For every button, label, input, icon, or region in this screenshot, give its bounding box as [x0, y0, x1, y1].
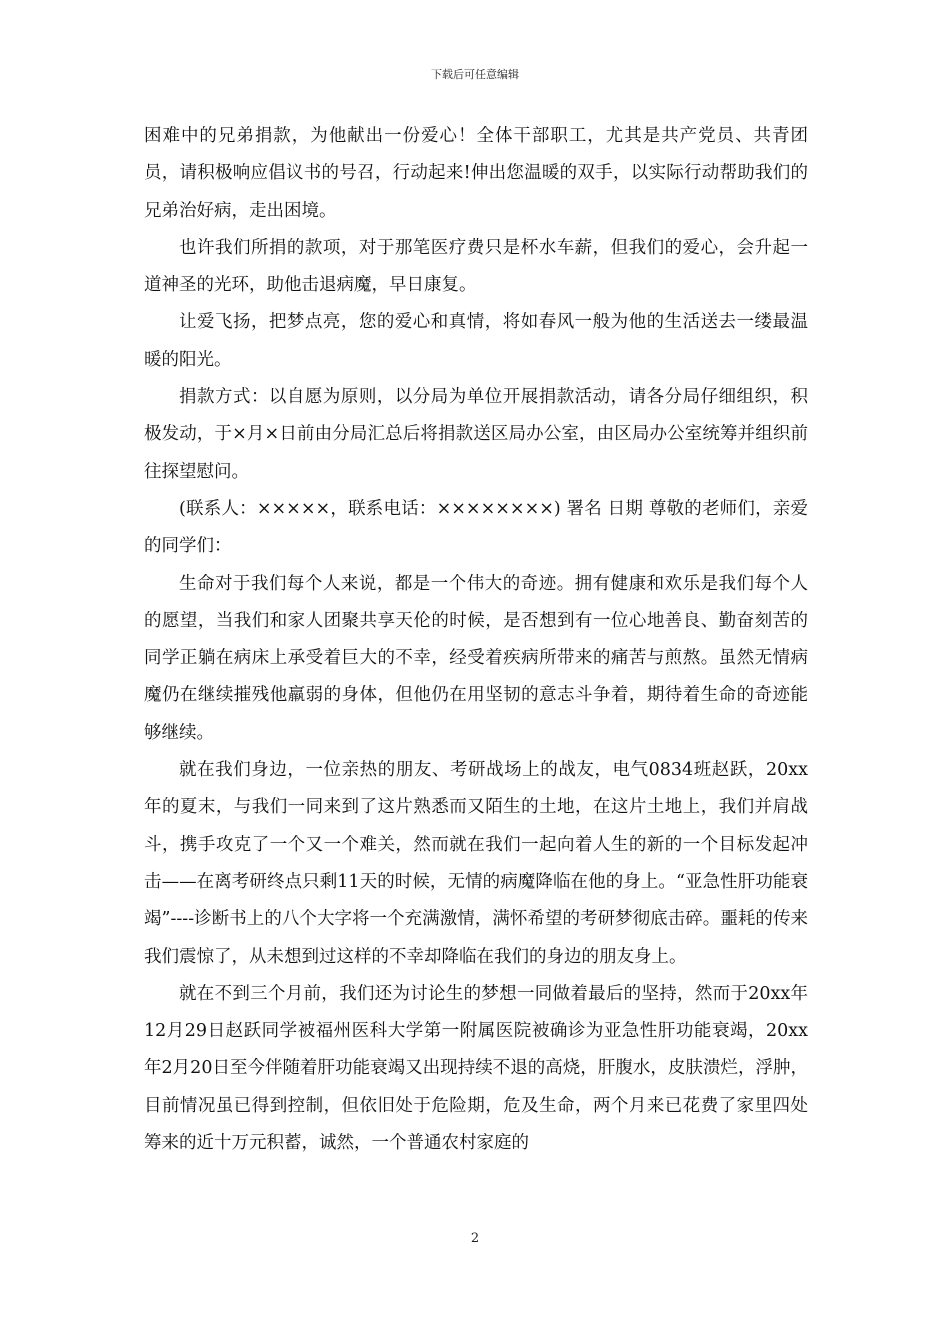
paragraph-1: 困难中的兄弟捐款，为他献出一份爱心！全体干部职工，尤其是共产党员、共青团员，请积极响应倡议书的号召，行动起来!伸出您温暖的双手，以实际行动帮助我们的兄弟治好病，走出困境。: [144, 126, 808, 221]
paragraph-2: 也许我们所捐的款项，对于那笔医疗费只是杯水车薪，但我们的爱心，会升起一道神圣的光环，助他击退病魔，早日康复。: [144, 237, 808, 296]
paragraph-7: 就在我们身边，一位亲热的朋友、考研战场上的战友，电气0834班赵跃，20xx年的夏末，与我们一同来到了这片熟悉而又陌生的土地，在这片土地上，我们并肩战斗，携手攻克了一个又一个难关，然而就在我们一起向着人生的新的一个目标发起冲击——在离考研终点只剩11天的时候，无情的病魔降临在他的身上。“亚急性肝功能衰竭”----诊断书上的八个大字将一个充满激情，满怀希望的考研梦彻底击碎。噩耗的传来我们震惊了，从未想到过这样的不幸却降临在我们的身边的朋友身上。: [144, 760, 808, 967]
paragraph-6: 生命对于我们每个人来说，都是一个伟大的奇迹。拥有健康和欢乐是我们每个人的愿望，当我们和家人团聚共享天伦的时候，是否想到有一位心地善良、勤奋刻苦的同学正躺在病床上承受着巨大的不幸，经受着疾病所带来的痛苦与煎熬。虽然无情病魔仍在继续摧残他羸弱的身体，但他仍在用坚韧的意志斗争着，期待着生命的奇迹能够继续。: [144, 573, 808, 743]
page-number: 2: [470, 1231, 480, 1246]
document-body: [144, 118, 808, 1162]
paragraph-3: 让爱飞扬，把梦点亮，您的爱心和真情，将如春风一般为他的生活送去一缕最温暖的阳光。: [144, 312, 808, 370]
paragraph-8: 就在不到三个月前，我们还为讨论生的梦想一同做着最后的坚持，然而于20xx年12月29日赵跃同学被福州医科大学第一附属医院被确诊为亚急性肝功能衰竭，20xx年2月20日至今伴随着肝功能衰竭又出现持续不退的高烧，肝腹水，皮肤溃烂，浮肿，目前情况虽已得到控制，但依旧处于危险期，危及生命，两个月来已花费了家里四处筹来的近十万元积蓄，诚然，一个普通农村家庭的: [144, 983, 808, 1154]
paragraph-5: (联系人：×××××，联系电话：××××××××) 署名 日期 尊敬的老师们，亲爱的同学们：: [144, 498, 808, 557]
page-header: 下载后可任意编辑: [431, 68, 519, 81]
paragraph-4: 捐款方式：以自愿为原则，以分局为单位开展捐款活动，请各分局仔细组织，积极发动，于×月×日前由分局汇总后将捐款送区局办公室，由区局办公室统筹并组织前往探望慰问。: [144, 387, 808, 482]
